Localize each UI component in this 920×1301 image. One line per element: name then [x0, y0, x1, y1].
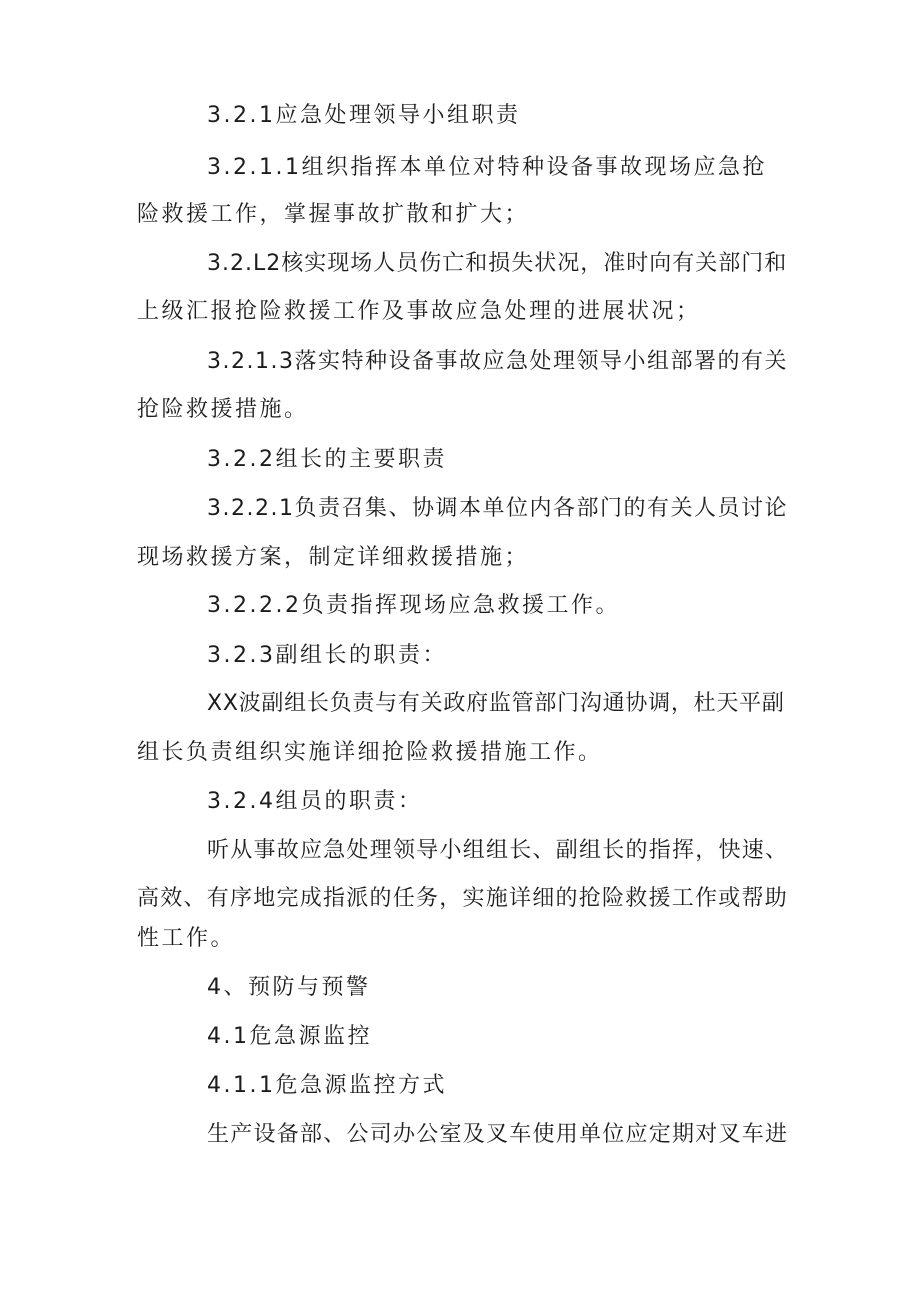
paragraph-3-2-2-1-line-2: 现场救援方案，制定详细救援措施； [137, 545, 530, 570]
paragraph-3-2-1-1-line-2: 险救援工作，掌握事故扩散和扩大； [137, 202, 530, 227]
heading-4-1-1: 4.1.1危急源监控方式 [207, 1073, 447, 1098]
paragraph-monitoring-line-1: 生产设备部、公司办公室及叉车使用单位应定期对叉车进 [207, 1122, 789, 1147]
paragraph-3-2-2-2: 3.2.2.2负责指挥现场应急救援工作。 [207, 593, 620, 618]
heading-3-2-2: 3.2.2组长的主要职责 [207, 447, 447, 472]
paragraph-3-2-1-3-line-2: 抢险救援措施。 [137, 397, 309, 422]
paragraph-vice-leader-line-1: XX波副组长负责与有关政府监管部门沟通协调，杜天平副 [207, 691, 785, 716]
paragraph-3-2-1-3-line-1: 3.2.1.3落实特种设备事故应急处理领导小组部署的有关 [207, 349, 788, 374]
paragraph-members-line-3: 性工作。 [137, 926, 236, 951]
paragraph-members-line-1: 听从事故应急处理领导小组组长、副组长的指挥，快速、 [207, 838, 789, 863]
paragraph-3-2-1-2-line-1: 3.2.L2核实现场人员伤亡和损失状况，准时向有关部门和 [207, 251, 788, 276]
paragraph-3-2-2-1-line-1: 3.2.2.1负责召集、协调本单位内各部门的有关人员讨论 [207, 496, 788, 521]
heading-4: 4、预防与预警 [207, 975, 371, 1000]
paragraph-members-line-2: 高效、有序地完成指派的任务，实施详细的抢险救援工作或帮助 [137, 886, 789, 911]
heading-3-2-3: 3.2.3副组长的职责： [207, 643, 447, 668]
heading-3-2-1: 3.2.1应急处理领导小组职责 [207, 103, 521, 128]
paragraph-3-2-1-2-line-2: 上级汇报抢险救援工作及事故应急处理的进展状况； [137, 299, 701, 324]
heading-3-2-4: 3.2.4组员的职责： [207, 789, 423, 814]
paragraph-vice-leader-line-2: 组长负责组织实施详细抢险救援措施工作。 [137, 740, 603, 765]
paragraph-3-2-1-1-line-1: 3.2.1.1组织指挥本单位对特种设备事故现场应急抢 [207, 155, 767, 180]
heading-4-1: 4.1危急源监控 [207, 1024, 372, 1049]
